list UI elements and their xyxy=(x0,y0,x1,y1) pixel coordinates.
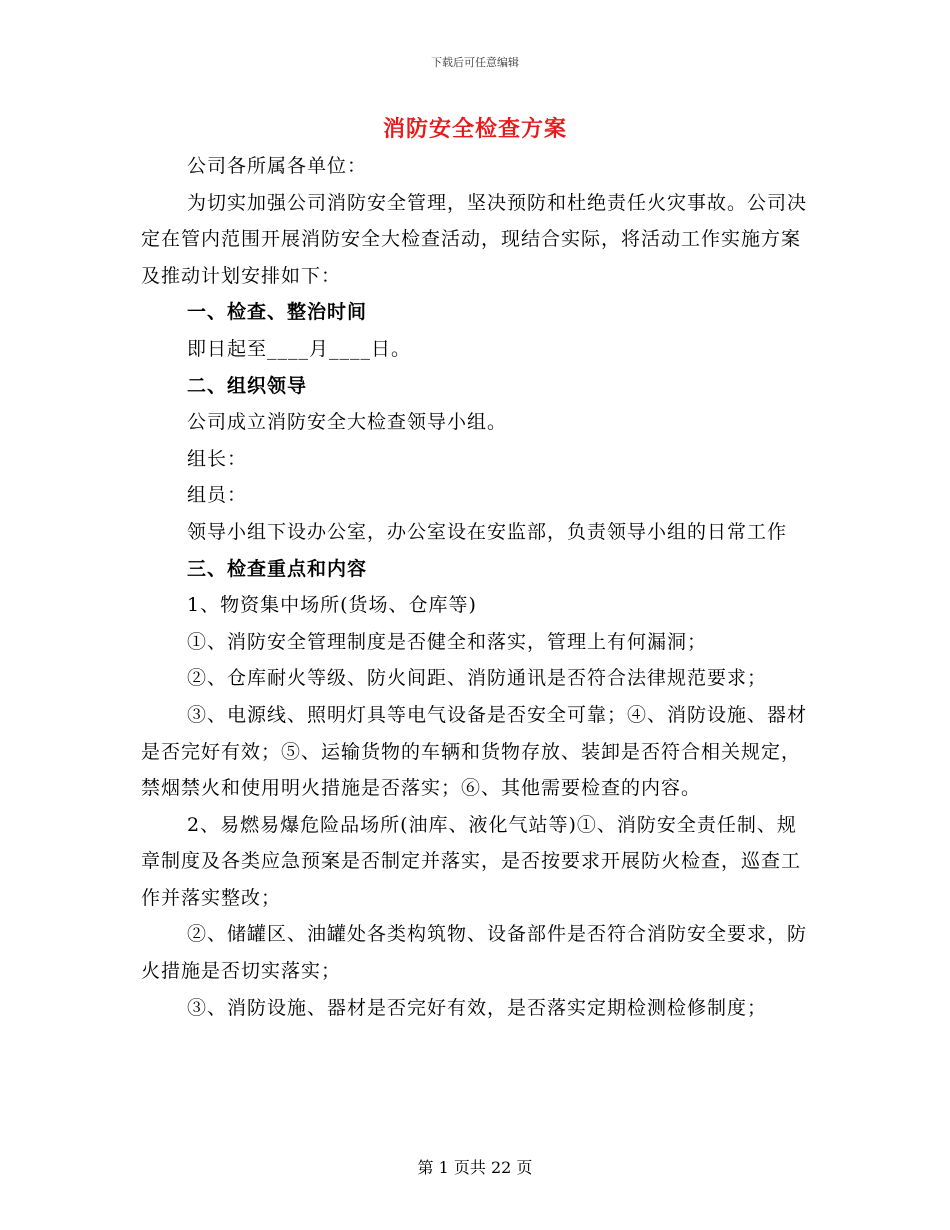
paragraph-item-1-b: ②、仓库耐火等级、防火间距、消防通讯是否符合法律规范要求； xyxy=(187,667,768,690)
paragraph-leader: 组长： xyxy=(187,447,248,470)
document-title: 消防安全检查方案 xyxy=(382,116,567,142)
paragraph-time: 即日起至____月____日。 xyxy=(187,337,412,360)
paragraph-item-2-b: ②、储罐区、油罐处各类构筑物、设备部件是否符合消防安全要求，防火措施是否切实落实； xyxy=(141,923,808,983)
paragraph-item-1-c: ③、电源线、照明灯具等电气设备是否安全可靠；④、消防设施、器材是否完好有效；⑤、运输货物的车辆和货物存放、装卸是否符合相关规定，禁烟禁火和使用明火措施是否落实；⑥、其他需要检查的内容。 xyxy=(141,703,808,800)
paragraph-item-1: 1、物资集中场所(货场、仓库等) xyxy=(187,594,477,617)
document-body xyxy=(141,148,813,1026)
page-number: 第 1 页共 22 页 xyxy=(417,1158,533,1177)
paragraph-salutation: 公司各所属各单位： xyxy=(187,155,368,177)
header-note: 下载后可任意编辑 xyxy=(431,56,519,69)
paragraph-office: 领导小组下设办公室，办公室设在安监部，负责领导小组的日常工作 xyxy=(187,520,788,543)
paragraph-item-2: 2、易燃易爆危险品场所(油库、液化气站等)①、消防安全责任制、规章制度及各类应急预案是否制定并落实，是否按要求开展防火检查，巡查工作并落实整改； xyxy=(141,813,802,909)
paragraph-organization: 公司成立消防安全大检查领导小组。 xyxy=(187,411,508,434)
paragraph-intro: 为切实加强公司消防安全管理，坚决预防和杜绝责任火灾事故。公司决定在管内范围开展消防安全大检查活动，现结合实际，将活动工作实施方案及推动计划安排如下： xyxy=(141,191,808,287)
paragraph-item-2-c: ③、消防设施、器材是否完好有效，是否落实定期检测检修制度； xyxy=(187,996,768,1019)
section-heading-organization: 二、组织领导 xyxy=(187,374,308,397)
paragraph-members: 组员： xyxy=(187,484,248,507)
section-heading-content: 三、检查重点和内容 xyxy=(187,557,368,580)
section-heading-time: 一、检查、整治时间 xyxy=(187,301,368,324)
paragraph-item-1-a: ①、消防安全管理制度是否健全和落实，管理上有何漏洞； xyxy=(187,630,708,653)
